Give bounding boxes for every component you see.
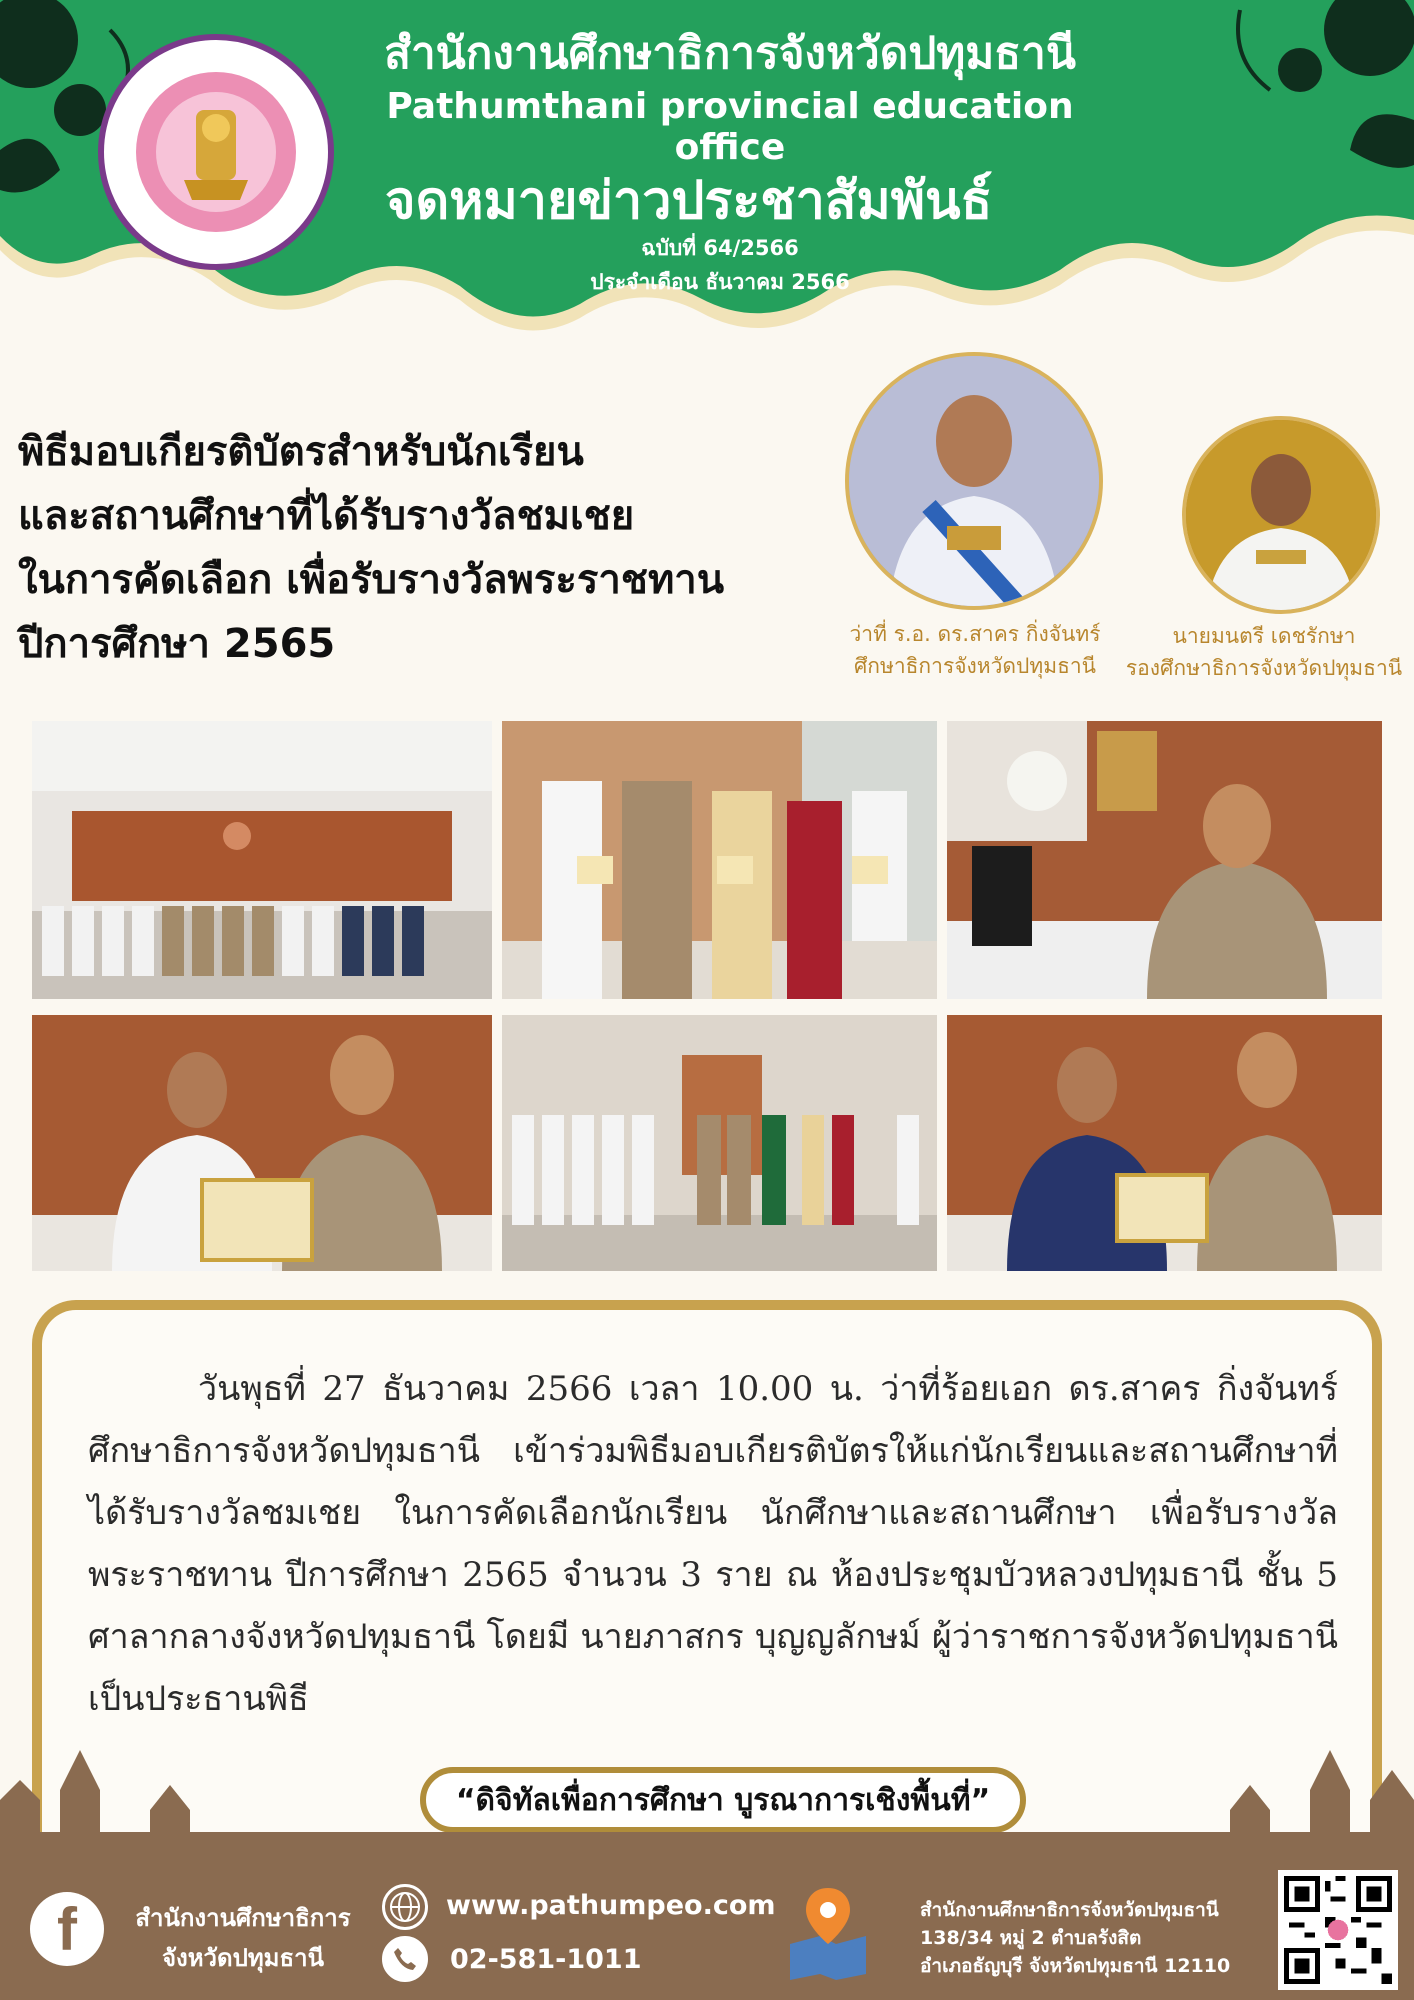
- headline-line: ปีการศึกษา 2565: [18, 621, 336, 667]
- caption-name: นายมนตรี เดชรักษา: [1172, 624, 1356, 648]
- caption-name: ว่าที่ ร.อ. ดร.สาคร กิ่งจันทร์: [849, 622, 1101, 646]
- portrait-deputy: [1182, 416, 1380, 614]
- event-photo-icon: [947, 1015, 1382, 1271]
- caption-deputy: [1115, 620, 1413, 684]
- address-line: 138/34 หมู่ 2 ตำบลรังสิต: [920, 1927, 1142, 1949]
- globe-icon: [382, 1884, 428, 1930]
- article-headline: [18, 420, 818, 676]
- office-logo: [98, 34, 334, 270]
- person-portrait-icon: [1186, 420, 1376, 610]
- office-english-title: Pathumthani provincial education office: [386, 86, 1074, 168]
- header-banner: [0, 0, 1414, 380]
- headline-line: พิธีมอบเกียรติบัตรสำหรับนักเรียน: [18, 429, 584, 475]
- event-photo-icon: [32, 721, 492, 999]
- phone-number[interactable]: 02-581-1011: [450, 1944, 642, 1975]
- office-address: [920, 1896, 1260, 1980]
- facebook-letter: f: [57, 1895, 77, 1963]
- caption-position: รองศึกษาธิการจังหวัดปทุมธานี: [1125, 656, 1403, 680]
- headline-line: ในการคัดเลือก เพื่อรับรางวัลพระราชทาน: [18, 557, 725, 603]
- issue-number: ฉบับที่ 64/2566: [641, 236, 799, 260]
- event-photo-icon: [32, 1015, 492, 1271]
- event-photo-icon: [502, 1015, 937, 1271]
- facebook-name-line: สำนักงานศึกษาธิการ: [135, 1904, 351, 1932]
- phone-icon-shape: [391, 1945, 419, 1973]
- event-photo-icon: [502, 721, 937, 999]
- logo-emblem-icon: [104, 40, 328, 264]
- photo-meeting-desk: [947, 721, 1382, 999]
- photo-group-ceremony: [32, 721, 492, 999]
- newsletter-title: จดหมายข่าวประชาสัมพันธ์: [385, 171, 993, 231]
- issue-month: ประจำเดือน ธันวาคม 2566: [590, 270, 850, 294]
- photo-award-lineup: [502, 1015, 937, 1271]
- photo-award-group: [502, 721, 937, 999]
- photo-certificate-handover-1: [32, 1015, 492, 1271]
- facebook-page-name[interactable]: [118, 1898, 368, 1978]
- website-link[interactable]: www.pathumpeo.com: [446, 1890, 776, 1921]
- photo-certificate-handover-2: [947, 1015, 1382, 1271]
- portrait-director: [845, 352, 1103, 610]
- headline-line: และสถานศึกษาที่ได้รับรางวัลชมเชย: [18, 493, 635, 539]
- article-body-text: [88, 1358, 1338, 1730]
- qr-code-icon: [1284, 1876, 1392, 1984]
- body-paragraph: วันพุธที่ 27 ธันวาคม 2566 เวลา 10.00 น. ว่าที่ร้อยเอก ดร.สาคร กิ่งจันทร์ ศึกษาธิการจังหวัดปทุมธานี เข้าร่วมพิธีมอบเกียรติบัตรให้แก่นักเรียนและสถานศึกษาที่ได้รับรางวัลชมเชย ในการคัดเลือกนักเรียน นักศึกษาและสถานศึกษา เพื่อรับรางวัลพระราชทาน ปีการศึกษา 2565 จำนวน 3 ราย ณ ห้องประชุมบัวหลวงปทุมธานี ชั้น 5 ศาลากลางจังหวัดปทุมธานี โดยมี นายภาสกร บุญญลักษม์ ผู้ว่าราชการจังหวัดปทุมธานี เป็นประธานพิธี: [88, 1369, 1338, 1719]
- person-portrait-icon: [849, 356, 1099, 606]
- globe-icon-shape: [388, 1890, 422, 1924]
- qr-code[interactable]: [1278, 1870, 1398, 1990]
- map-pin-icon: [780, 1884, 876, 1980]
- address-line: สำนักงานศึกษาธิการจังหวัดปทุมธานี: [920, 1899, 1219, 1921]
- office-thai-title: สำนักงานศึกษาธิการจังหวัดปทุมธานี: [384, 28, 1076, 79]
- facebook-name-line: จังหวัดปทุมธานี: [161, 1944, 325, 1972]
- caption-position: ศึกษาธิการจังหวัดปทุมธานี: [853, 654, 1097, 678]
- address-line: อำเภอธัญบุรี จังหวัดปทุมธานี 12110: [920, 1955, 1231, 1977]
- slogan-text: “ดิจิทัลเพื่อการศึกษา บูรณาการเชิงพื้นที่”: [455, 1782, 991, 1818]
- phone-icon: [382, 1936, 428, 1982]
- event-photo-icon: [947, 721, 1382, 999]
- caption-director: [840, 618, 1110, 682]
- slogan-badge: [420, 1767, 1026, 1833]
- facebook-icon[interactable]: [30, 1892, 104, 1966]
